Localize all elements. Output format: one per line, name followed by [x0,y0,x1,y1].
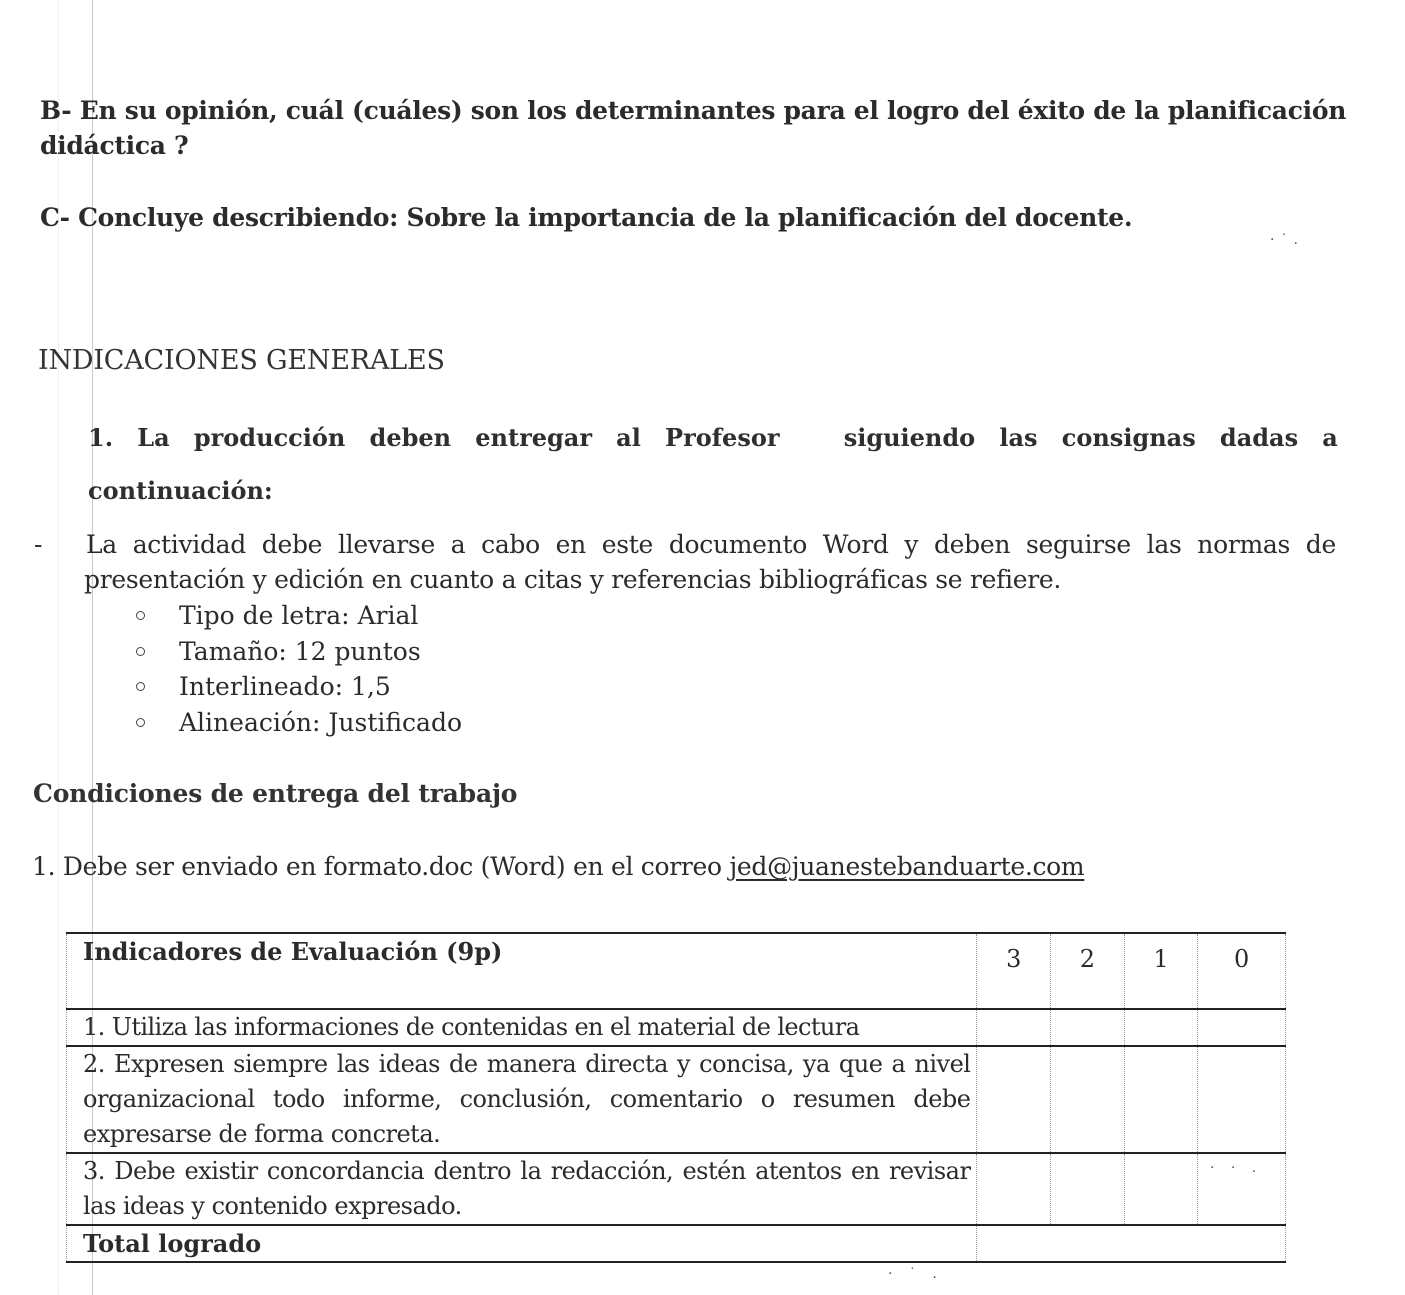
table-header-score: 0 [1198,933,1286,1009]
word: este [601,530,654,559]
scan-speck: ·˙. [1270,232,1304,248]
activity-line1 [86,530,1336,559]
evaluation-table [66,932,1286,1263]
score-cell[interactable] [1198,1046,1286,1153]
score-cell[interactable] [1124,1009,1198,1046]
activity-line2: presentación y edición en cuanto a citas y referencias bibliográficas se refiere. [84,565,1062,594]
scan-speck: · ˙ . [888,1266,943,1282]
word: Word [822,530,889,559]
word: deben [369,423,452,452]
condiciones-item-1 [32,852,1084,881]
score-cell[interactable] [977,1046,1051,1153]
indicator-text: 3. Debe existir concordancia dentro la redacción, estén atentos en revisar las ideas y contenido expresado. [67,1153,977,1225]
score-cell[interactable] [1124,1153,1198,1225]
total-value-cell[interactable] [977,1225,1286,1262]
word: entregar [475,423,592,452]
circle-bullet-icon [136,682,145,691]
word: seguirse [1025,530,1131,559]
word: 1. [88,423,114,452]
word: debe [261,530,323,559]
word: documento [668,530,807,559]
list-item-text: Tipo de letra: Arial [179,601,419,631]
format-requirements-list [136,598,462,740]
word: La [137,423,170,452]
circle-bullet-icon [136,718,145,727]
word: en [555,530,586,559]
word: dadas [1219,423,1299,452]
word: La [86,530,117,559]
question-c: C- Concluye describiendo: Sobre la importancia de la planificación del docente. [40,203,1133,232]
list-item-text: Tamaño: 12 puntos [179,636,421,666]
list-item-text: Interlineado: 1,5 [179,672,391,702]
table-header-score: 1 [1124,933,1198,1009]
word: normas [1197,530,1291,559]
list-item [136,705,462,741]
word: Profesor [665,423,780,452]
table-row [67,1009,1286,1046]
word: llevarse [337,530,435,559]
table-header-score: 2 [1051,933,1125,1009]
table-row [67,1153,1286,1225]
circle-bullet-icon [136,647,145,656]
indicator-text: 1. Utiliza las informaciones de contenidas en el material de lectura [67,1009,977,1046]
word: y [904,530,919,559]
table-row [67,1046,1286,1153]
score-cell[interactable] [1051,1009,1125,1046]
word: producción [193,423,346,452]
list-item-text: Alineación: Justificado [179,707,462,737]
condiciones-item-1-text: 1. Debe ser enviado en formato.doc (Word) en el correo [32,852,730,881]
word: de [1305,530,1336,559]
word: consignas [1061,423,1196,452]
table-header-row [67,933,1286,1009]
circle-bullet-icon [136,611,145,620]
question-b-line2: didáctica ? [40,131,189,160]
table-header-indicators: Indicadores de Evaluación (9p) [67,933,977,1009]
score-cell[interactable] [1051,1046,1125,1153]
word: a [1322,423,1338,452]
scan-artifact-dotted-line [58,0,60,1295]
email-link[interactable]: jed@juanestebanduarte.com [729,852,1085,881]
indicaciones-item-1-line2: continuación: [88,476,273,505]
table-total-row [67,1225,1286,1262]
indicaciones-item-1-line1 [88,423,1338,452]
indicator-text: 2. Expresen siempre las ideas de manera directa y concisa, ya que a nivel organizacional todo informe, conclusión, comentario o resumen debe expresarse de forma concreta. [67,1046,977,1153]
word: siguiendo [843,423,976,452]
list-item [136,634,462,670]
word: cabo [481,530,540,559]
dash-bullet: - [34,530,43,559]
score-cell[interactable] [977,1153,1051,1225]
word: deben [933,530,1011,559]
word: las [1146,530,1182,559]
word: a [450,530,466,559]
word: actividad [132,530,246,559]
score-cell[interactable] [1051,1153,1125,1225]
score-cell[interactable] [977,1009,1051,1046]
list-item [136,669,462,705]
score-cell[interactable] [1124,1046,1198,1153]
table-header-score: 3 [977,933,1051,1009]
question-b-line1: B- En su opinión, cuál (cuáles) son los determinantes para el logro del éxito de la planificación [40,96,1347,125]
word: al [616,423,641,452]
condiciones-heading: Condiciones de entrega del trabajo [33,779,518,808]
word: las [999,423,1038,452]
indicaciones-heading: INDICACIONES GENERALES [38,345,445,376]
score-cell[interactable] [1198,1009,1286,1046]
scan-speck: · · . [1210,1160,1263,1176]
total-label: Total logrado [67,1225,977,1262]
list-item [136,598,462,634]
